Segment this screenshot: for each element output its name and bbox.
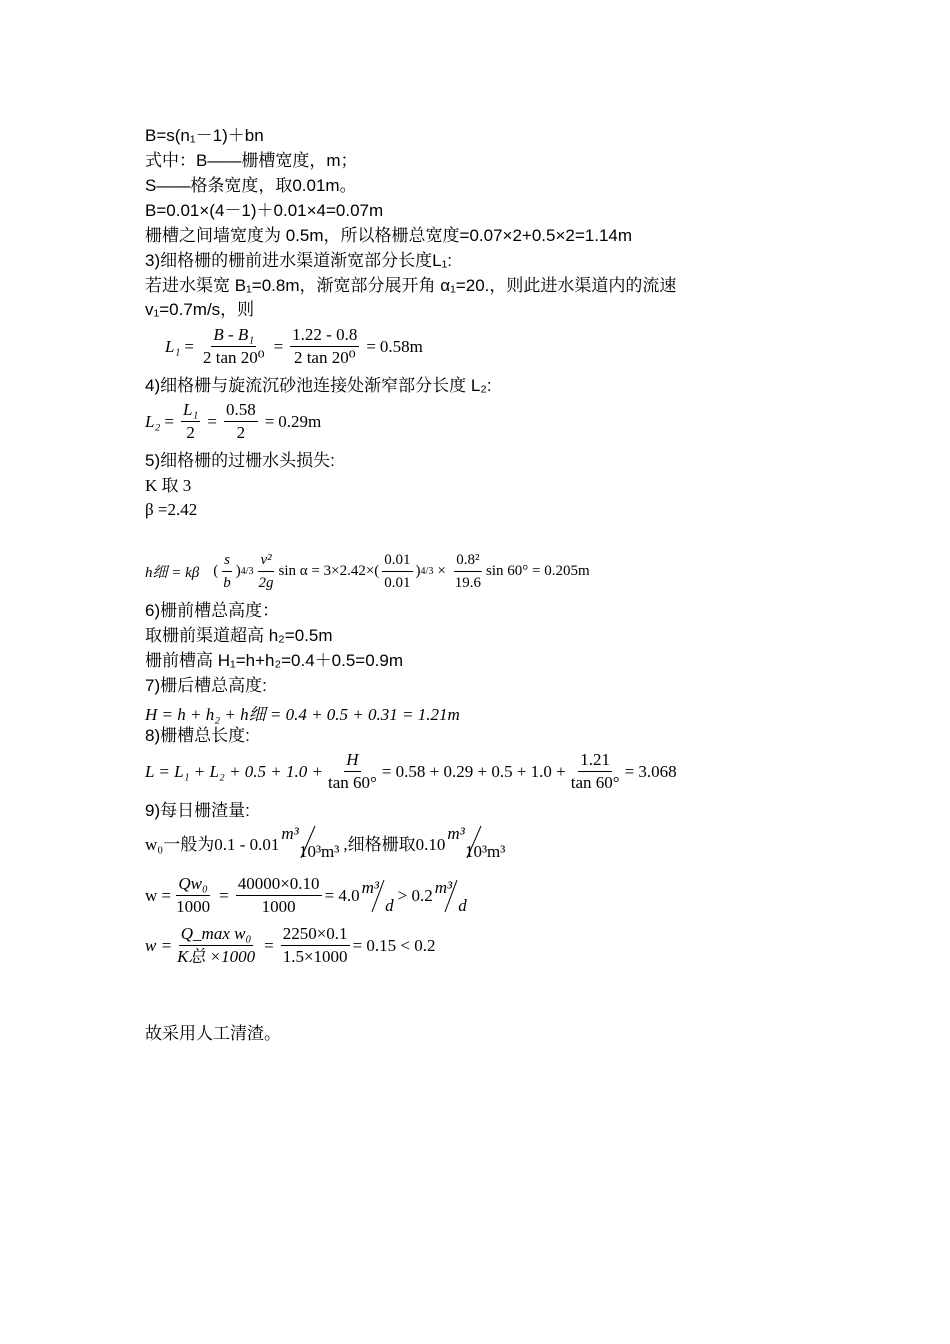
heading-7: 7)栅后槽总高度: (145, 676, 267, 695)
eq6-unit1-den: 10³m³ (298, 842, 340, 861)
freeboard-text: 取栅前渠道超高 h₂=0.5m (145, 626, 333, 645)
eq7-unit2-den: d (458, 895, 467, 915)
eq5-num1: H (344, 750, 360, 772)
eq2-num1: L₁ (181, 400, 200, 422)
eq7-den2: 1000 (261, 897, 296, 916)
velocity-text: v₁=0.7m/s，则 (145, 300, 255, 319)
eq5-den1: tan 60° (328, 773, 377, 792)
equation-w0-range (145, 824, 505, 860)
eq3-power2: 4/3 (420, 566, 434, 577)
eq3-mid: sin α = 3×2.42×( (278, 563, 380, 579)
eq3-den4: 19.6 (454, 575, 482, 591)
eq4-text: H = h + h₂ + h细 = 0.4 + 0.5 + 0.31 = 1.21m (145, 705, 460, 724)
equation-l2: L₂ = $\frac{\text{L₁}}{2}$ = $\frac{0.58}{2}$ = 0.29m (145, 400, 322, 442)
eq7-unit1-num: m³ (361, 877, 380, 897)
heading-3: 3)细格栅的栅前进水渠道渐宽部分长度L₁: (145, 251, 453, 270)
eq5-num2: 1.21 (578, 750, 612, 772)
eq3-den1: b (223, 575, 231, 591)
eq2-den2: 2 (236, 423, 246, 442)
eq8-num1: Q_max w₀ (179, 924, 254, 946)
b-calc-text: B=0.01×(4－1)＋0.01×4=0.07m (145, 201, 384, 220)
eq3-num2: v² (258, 550, 273, 572)
where-b-text: 式中：B——栅槽宽度，m； (145, 151, 358, 170)
eq1-num2: 1.22 - 0.8 (290, 325, 359, 347)
eq7-den1: 1000 (176, 897, 211, 916)
eq7-mid2: > 0.2 (397, 885, 433, 905)
eq3-num4: 0.8² (454, 550, 481, 572)
eq5-lhs: L = L₁ + L₂ + 0.5 + 1.0 + (145, 761, 323, 781)
eq2-lhs: L₂ (145, 411, 161, 431)
eq3-result: sin 60° = 0.205m (486, 563, 590, 579)
heading-9: 9)每日栅渣量: (145, 801, 250, 820)
equation-h-total (145, 700, 460, 725)
eq3-den2: 2g (258, 575, 274, 591)
conclusion-text: 故采用人工清渣。 (145, 1024, 281, 1043)
heading-4: 4)细格栅与旋流沉砂池连接处渐窄部分长度 L₂: (145, 376, 492, 395)
eq1-num1: B - B₁ (211, 325, 256, 347)
eq8-lhs: w = (145, 935, 173, 955)
eq6-unit1-num: m³ (281, 824, 299, 843)
k-value-text: K 取 3 (145, 476, 192, 495)
eq2-result: 0.29m (278, 411, 322, 431)
formula-b-def: B=s(n₁－1)＋bn (145, 126, 264, 145)
eq7-num1: Qw₀ (176, 874, 210, 896)
eq3-lhs: h细 = kβ (145, 565, 200, 581)
eq8-num2: 2250×0.1 (281, 924, 350, 946)
eq7-mid: = 4.0 (324, 885, 360, 905)
eq7-num2: 40000×0.10 (236, 874, 322, 896)
heading-8: 8)栅槽总长度: (145, 726, 250, 745)
beta-value-text: β =2.42 (145, 500, 198, 519)
eq3-num1: s (222, 550, 232, 572)
equation-l-total (145, 750, 677, 793)
eq1-result: 0.58m (379, 336, 423, 356)
eq1-lhs: L₁ (165, 336, 181, 356)
eq1-den2: 2 tan 20⁰ (293, 348, 356, 367)
wall-width-text: 栅槽之间墙宽度为 0.5m，所以格栅总宽度=0.07×2+0.5×2=1.14m (145, 226, 633, 245)
eq2-num2: 0.58 (224, 400, 258, 422)
equation-w-daily: w = $\frac{\text{Qw₀}}{1000}$ = $\frac{40000\times 0.10}{1000}$ = 4.0 m³ d > 0.2 m³ d (145, 874, 467, 916)
front-height-text: 栅前槽高 H₁=h+h₂=0.4＋0.5=0.9m (145, 651, 404, 670)
eq1-den1: 2 tan 20⁰ (202, 348, 265, 367)
eq6-unit2-den: 10³m³ (464, 842, 506, 861)
eq2-den1: 2 (186, 423, 195, 442)
eq5-den2: tan 60° (570, 773, 620, 792)
eq7-unit1-den: d (385, 895, 394, 915)
eq3-den3: 0.01 (384, 575, 411, 591)
eq3-power1: 4/3 (240, 566, 254, 577)
eq7-unit2-num: m³ (434, 877, 453, 897)
channel-width-text: 若进水渠宽 B₁=0.8m，渐宽部分展开角 α₁=20.，则此进水渠道内的流速 (145, 276, 677, 295)
heading-5: 5)细格栅的过栅水头损失: (145, 451, 335, 470)
eq5-mid: = 0.58 + 0.29 + 0.5 + 1.0 + (381, 761, 566, 781)
where-s-text: S——格条宽度，取0.01m。 (145, 176, 357, 195)
equation-l1: L₁ = $\frac{\text{B - B₁}}{\text{2 tan 20⁰}}$ = $\frac{1.22 - 0.8}{\text{2 tan 20⁰}}$ = 0.58m (165, 325, 423, 367)
eq5-result: = 3.068 (624, 761, 677, 781)
eq8-den1: K总 ×1000 (177, 947, 256, 966)
eq6-text1: w₀一般为0.1 - 0.01 (145, 834, 280, 854)
equation-w-max: w = $\frac{\text{Q\_max w₀}}{\text{K总 ×1000}}$ = $\frac{2250\times 0.1}{1.5\times 1000}$ = 0.15 < 0.2 (145, 924, 436, 966)
eq6-text2: ,细格栅取0.10 (343, 834, 446, 854)
eq6-unit2-num: m³ (447, 824, 465, 843)
equation-head-loss: h细 = kβ ( $\frac{s}{b}$ ) 4/3 $\frac{\text{v²}}{2g}$ sin α = 3×2.42×( $\frac{0.01}{0.01}$ ) 4/3 × $\frac{\text{0.8²}}{19.6}$ sin 60° = 0.205m (145, 552, 590, 591)
eq8-result: = 0.15 < 0.2 (352, 935, 436, 955)
eq3-num3: 0.01 (382, 550, 412, 572)
eq8-den2: 1.5×1000 (282, 947, 348, 966)
eq7-lhs: w = (145, 885, 172, 905)
heading-6: 6)栅前槽总高度： (145, 601, 280, 620)
